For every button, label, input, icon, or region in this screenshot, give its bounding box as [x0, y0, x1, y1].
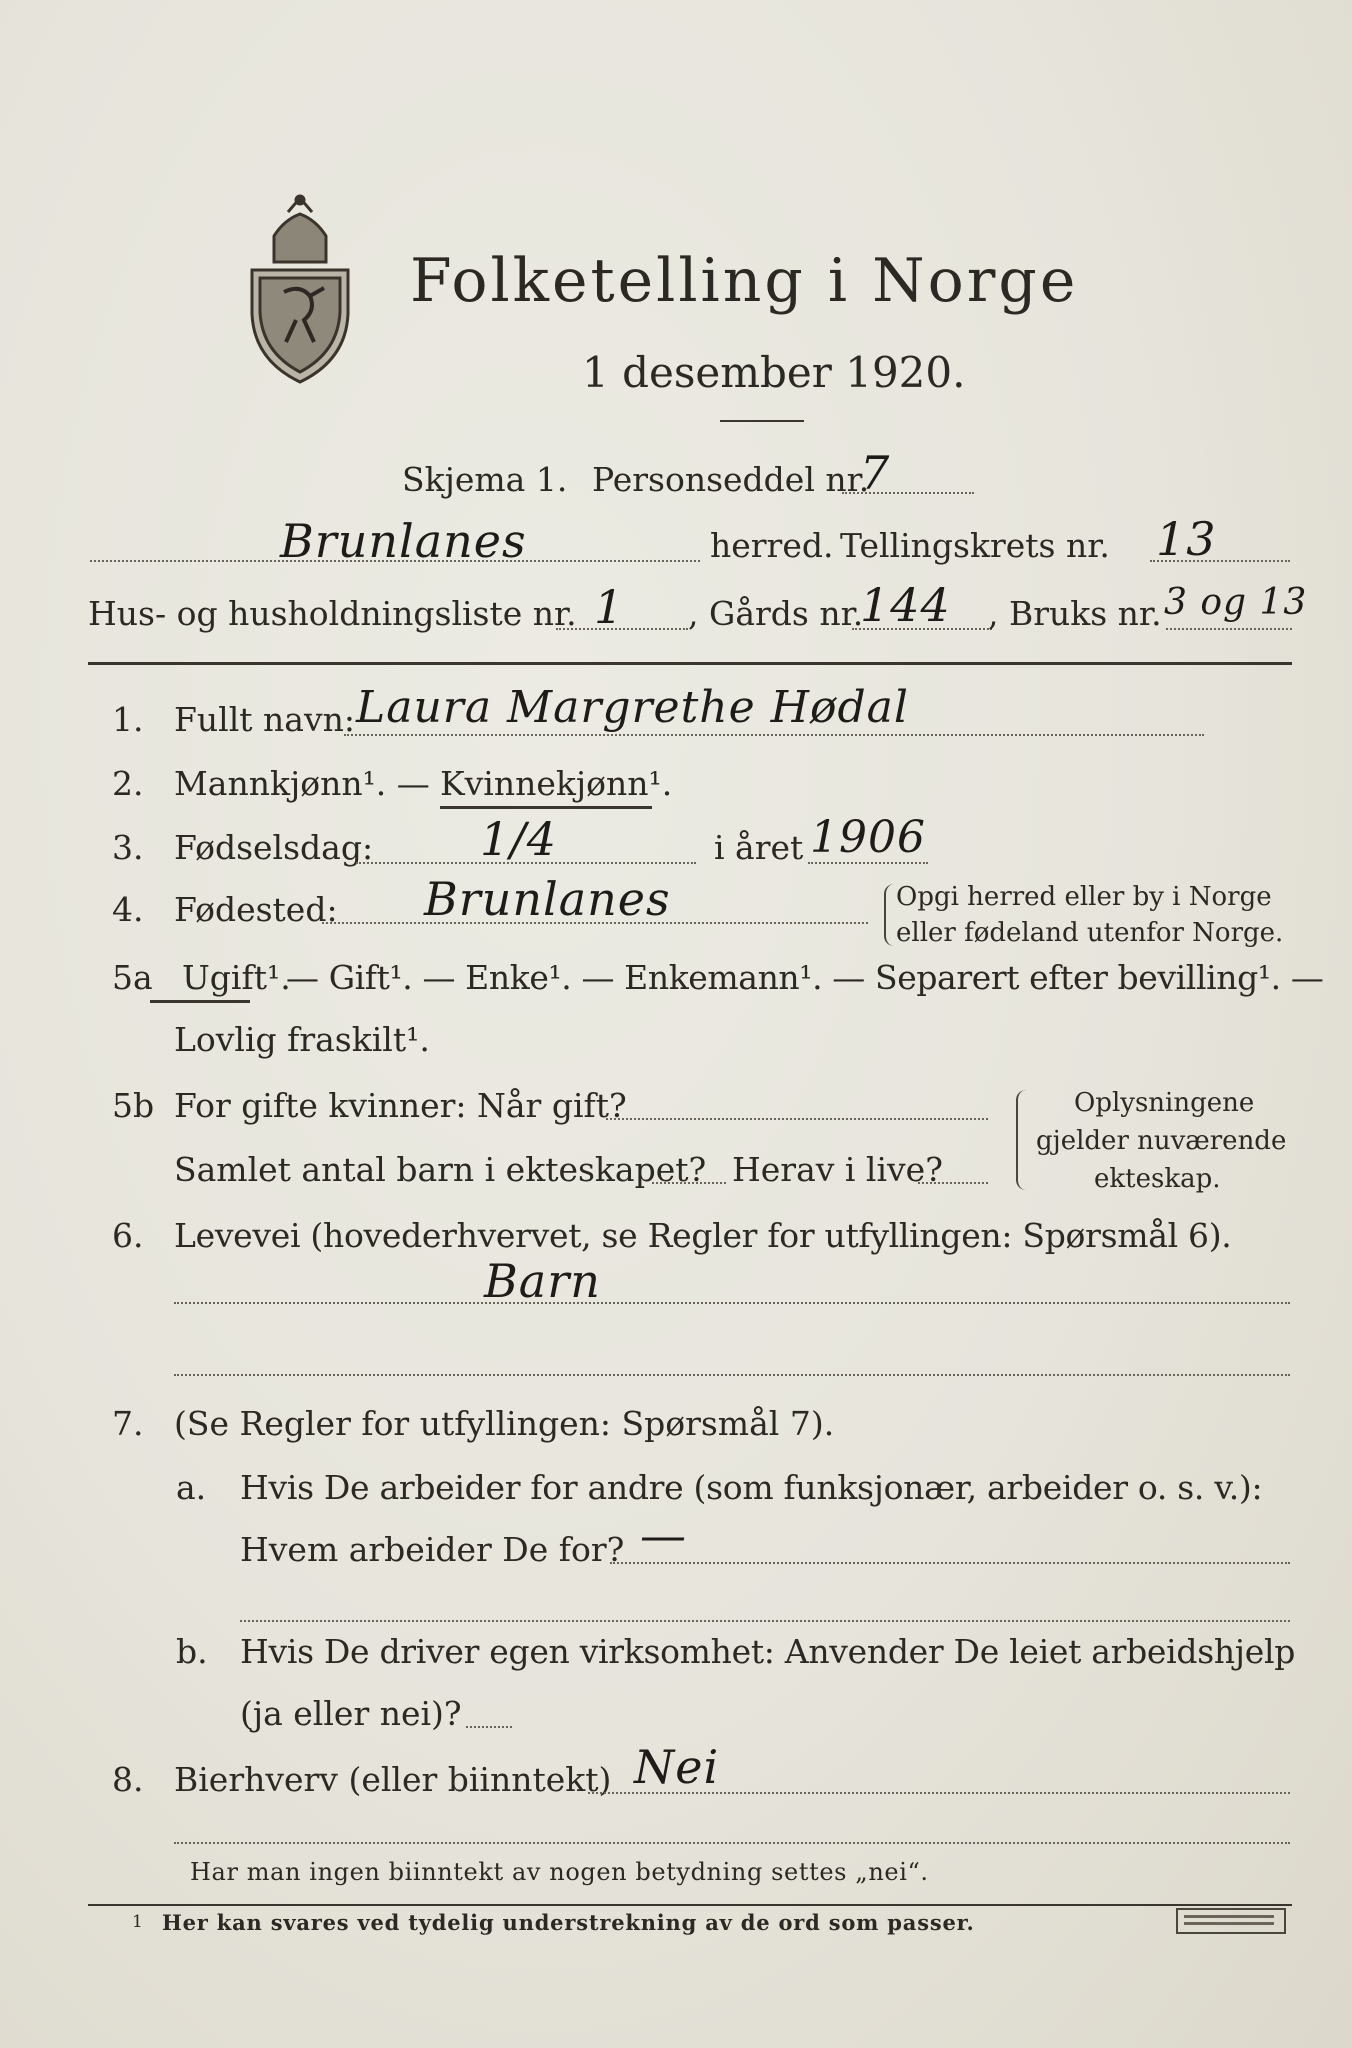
q7a-letter: a. [176, 1468, 207, 1507]
q4-number: 4. [112, 890, 144, 929]
q7a-line-1: Hvis De arbeider for andre (som funksjonær, arbeider o. s. v.): [240, 1468, 1263, 1507]
q7b-line-2: (ja eller nei)? [240, 1694, 462, 1733]
herred-label: herred. [710, 526, 834, 565]
gards-label: , Gårds nr. [688, 594, 864, 633]
q2-number: 2. [112, 764, 144, 803]
birthyear-value[interactable]: 1906 [810, 812, 926, 863]
footer-separator [88, 1904, 1292, 1906]
printer-stamp-icon [1176, 1908, 1286, 1934]
tellingskrets-value[interactable]: 13 [1156, 512, 1217, 566]
children-total-line [652, 1182, 726, 1184]
full-name-line [344, 734, 1204, 736]
q7b-letter: b. [176, 1632, 208, 1671]
birthplace-brace [884, 884, 896, 946]
q3-number: 3. [112, 828, 144, 867]
footer-note: Har man ingen biinntekt av nogen betydning settes „nei“. [190, 1858, 929, 1886]
birthdate-label: Fødselsdag: [174, 828, 374, 867]
q7a-line-2: Hvem arbeider De for? [240, 1530, 625, 1569]
marriage-note-3: ekteskap. [1094, 1164, 1221, 1194]
birthplace-note-2: eller fødeland utenfor Norge. [896, 918, 1284, 948]
q1-number: 1. [112, 700, 144, 739]
occupation-line-1 [174, 1302, 1290, 1304]
bruks-line [1166, 628, 1292, 630]
coat-of-arms-icon [244, 192, 356, 386]
title-divider [720, 420, 804, 422]
ugift-underline [150, 1000, 250, 1003]
q5b-number: 5b [112, 1086, 155, 1125]
footnote-mark: 1 [132, 1912, 143, 1932]
q6-number: 6. [112, 1216, 144, 1255]
hired-help-line [466, 1726, 512, 1728]
q8-number: 8. [112, 1760, 144, 1799]
q5a-number: 5a [112, 958, 153, 997]
personseddel-value[interactable]: 7 [860, 446, 891, 500]
bruks-label: , Bruks nr. [988, 594, 1162, 633]
hus-value[interactable]: 1 [594, 580, 625, 634]
employer-line-2 [240, 1620, 1290, 1622]
occupation-line-2 [174, 1374, 1290, 1376]
full-name-value[interactable]: Laura Margrethe Hødal [356, 682, 909, 733]
children-total-label: Samlet antal barn i ekteskapet? [174, 1150, 707, 1189]
census-date: 1 desember 1920. [582, 348, 966, 397]
marriage-note-2: gjelder nuværende [1036, 1126, 1287, 1156]
hus-label: Hus- og husholdningsliste nr. [88, 594, 577, 633]
herred-value[interactable]: Brunlanes [280, 514, 527, 568]
employer-value[interactable]: — [640, 1508, 687, 1562]
side-income-value[interactable]: Nei [634, 1740, 720, 1794]
q7b-line-1: Hvis De driver egen virksomhet: Anvender De leiet arbeidshjelp [240, 1632, 1296, 1671]
skjema-label: Skjema 1. [402, 460, 568, 499]
header-separator [88, 662, 1292, 665]
full-name-label: Fullt navn: [174, 700, 355, 739]
personseddel-label: Personseddel nr. [592, 460, 870, 499]
form-title: Folketelling i Norge [410, 246, 1079, 316]
employer-line [610, 1562, 1290, 1564]
side-income-line-2 [174, 1842, 1290, 1844]
side-income-label: Bierhverv (eller biinntekt) [174, 1760, 612, 1799]
mannkjonn-option[interactable]: Mannkjønn¹. — [174, 764, 430, 803]
marriage-note-1: Oplysningene [1074, 1088, 1255, 1118]
ugift-option[interactable]: Ugift¹. [182, 958, 291, 997]
married-when-label: For gifte kvinner: Når gift? [174, 1086, 627, 1125]
bruks-value[interactable]: 3 og 13 [1164, 582, 1308, 623]
q7-label: (Se Regler for utfyllingen: Spørsmål 7). [174, 1404, 835, 1443]
marriage-brace [1016, 1090, 1028, 1190]
children-alive-line [918, 1182, 988, 1184]
birthplace-note-1: Opgi herred eller by i Norge [896, 882, 1272, 912]
birthyear-label: i året [714, 828, 804, 867]
birthplace-value[interactable]: Brunlanes [424, 872, 671, 926]
kvinnekjonn-option[interactable]: Kvinnekjønn¹. [440, 764, 673, 803]
occupation-label: Levevei (hovederhvervet, se Regler for utfyllingen: Spørsmål 6). [174, 1216, 1232, 1255]
marital-options[interactable]: — Gift¹. — Enke¹. — Enkemann¹. — Separert efter bevilling¹. — [286, 958, 1324, 997]
married-when-line [606, 1118, 988, 1120]
gards-value[interactable]: 144 [860, 578, 951, 632]
occupation-value[interactable]: Barn [484, 1254, 601, 1308]
children-alive-label: Herav i live? [732, 1150, 943, 1189]
fraskilt-option[interactable]: Lovlig fraskilt¹. [174, 1020, 430, 1059]
footnote-text: Her kan svares ved tydelig understrekning av de ord som passer. [162, 1910, 975, 1935]
tellingskrets-label: Tellingskrets nr. [840, 526, 1110, 565]
kvinnekjonn-underline [440, 806, 652, 809]
q7-number: 7. [112, 1404, 144, 1443]
birthdate-value[interactable]: 1/4 [480, 812, 558, 866]
birthplace-label: Fødested: [174, 890, 338, 929]
